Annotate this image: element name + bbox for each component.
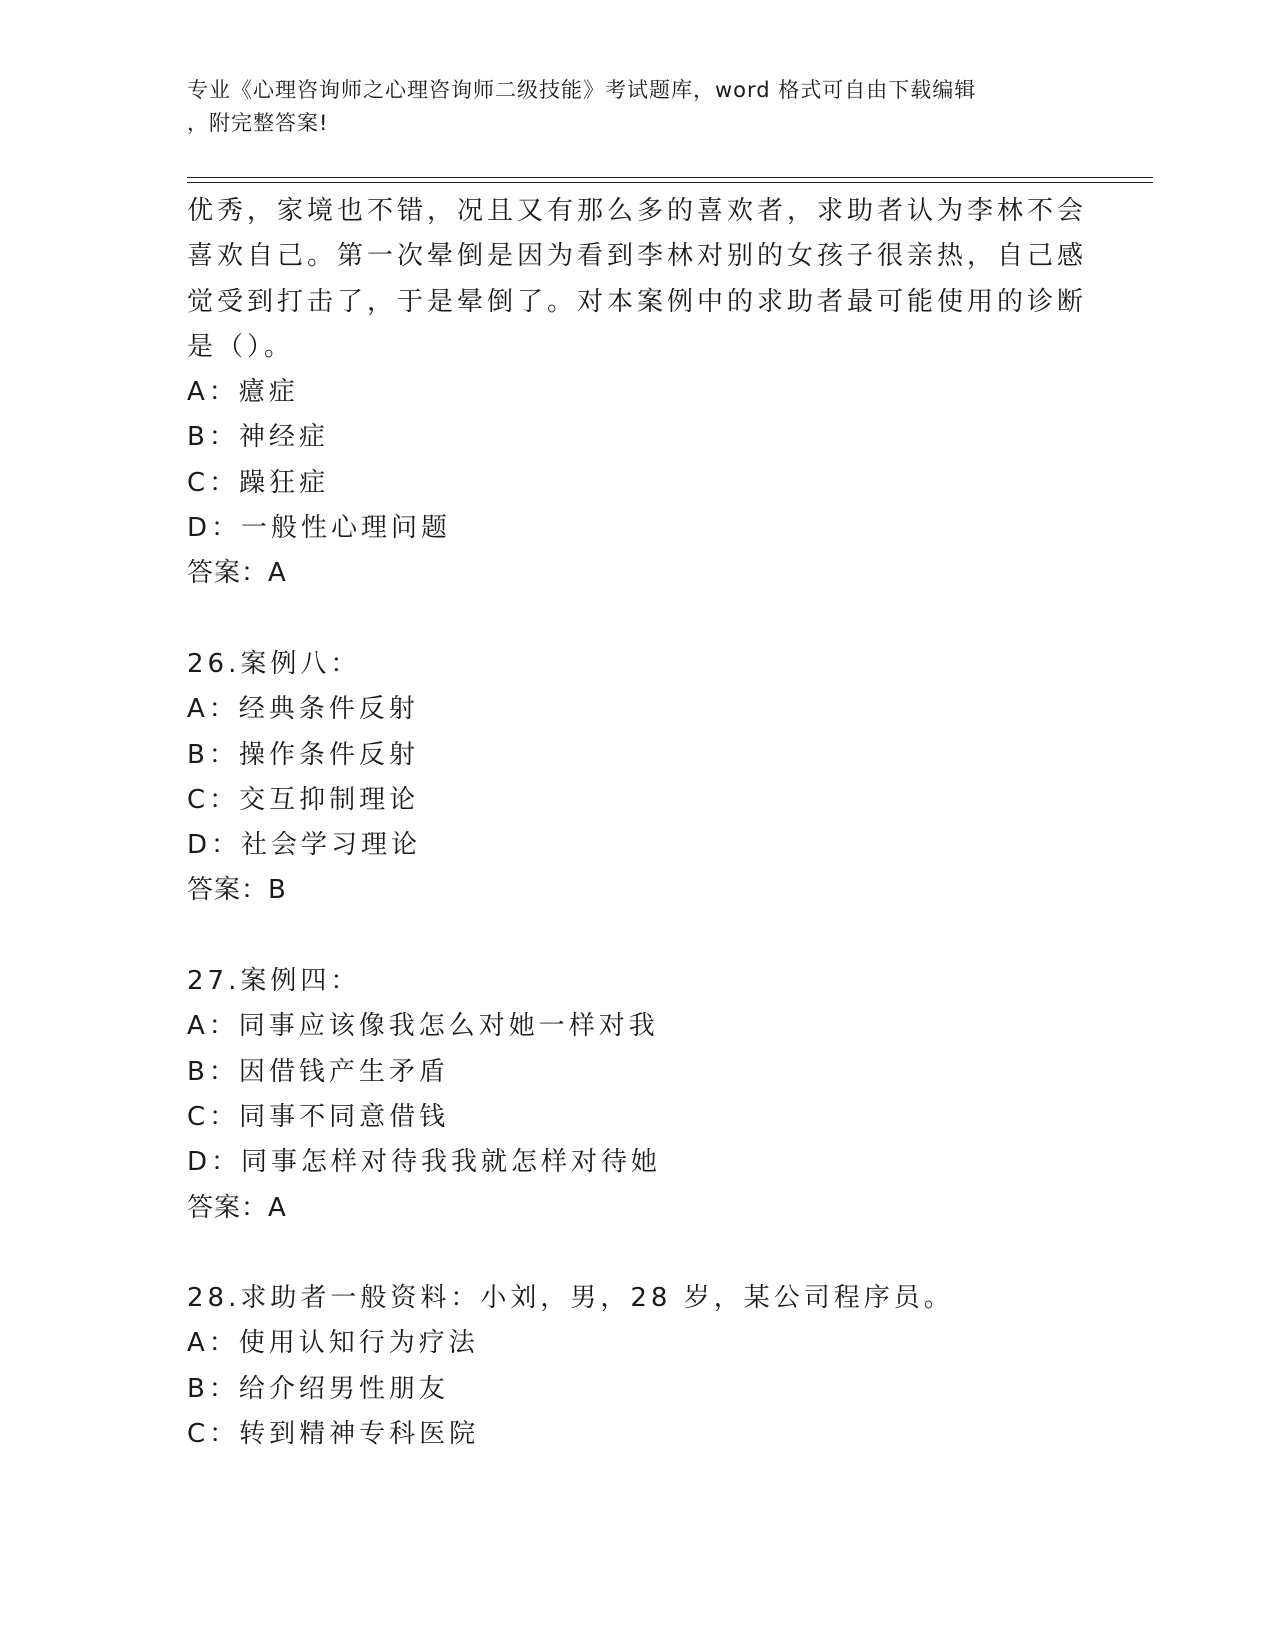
header-divider-bottom <box>187 182 1153 183</box>
answer-line: 答案：A <box>187 1192 287 1223</box>
option-text: 交互抑制理论 <box>239 784 420 815</box>
option-key: C： <box>187 467 240 498</box>
option-b <box>187 733 1087 778</box>
option-d <box>187 1140 1087 1185</box>
question-25 <box>187 189 1087 597</box>
header-title-continuation: ，附完整答案! <box>187 111 329 135</box>
option-a <box>187 687 1087 732</box>
option-d <box>187 823 1087 868</box>
spacer <box>187 597 1087 642</box>
option-text: 经典条件反射 <box>238 694 419 725</box>
question-stem-line: 是（）。 <box>187 331 295 362</box>
question-list <box>187 189 1087 1457</box>
question-stem-line: 觉受到打击了，于是晕倒了。对本案例中的求助者最可能使用的诊断 <box>187 286 1088 317</box>
option-text: 神经症 <box>238 422 329 453</box>
option-key: C： <box>187 1101 240 1132</box>
option-key: D： <box>187 830 242 861</box>
option-text: 转到精神专科医院 <box>239 1419 480 1450</box>
option-a <box>187 1004 1087 1049</box>
option-key: D： <box>187 513 242 544</box>
option-text: 躁狂症 <box>239 467 330 498</box>
spacer <box>187 1231 1087 1276</box>
question-28 <box>187 1276 1087 1457</box>
option-text: 因借钱产生矛盾 <box>238 1056 449 1087</box>
option-a <box>187 370 1087 415</box>
option-c <box>187 1095 1087 1140</box>
spacer <box>187 914 1087 959</box>
option-b <box>187 1367 1087 1412</box>
option-key: A： <box>187 1328 239 1359</box>
question-stem: 27.案例四： <box>187 966 361 997</box>
option-key: A： <box>187 694 239 725</box>
option-a <box>187 1321 1087 1366</box>
option-text: 使用认知行为疗法 <box>238 1328 479 1359</box>
option-key: B： <box>187 1056 239 1087</box>
option-text: 同事不同意借钱 <box>239 1101 450 1132</box>
option-key: A： <box>187 1011 239 1042</box>
option-key: C： <box>187 784 240 815</box>
question-stem: 26.案例八： <box>187 648 361 679</box>
option-b <box>187 1050 1087 1095</box>
answer-line: 答案：A <box>187 558 287 589</box>
option-d <box>187 506 1087 551</box>
option-text: 同事怎样对待我我就怎样对待她 <box>241 1147 662 1178</box>
option-key: B： <box>187 422 239 453</box>
question-26 <box>187 642 1087 914</box>
option-c <box>187 778 1087 823</box>
option-key: B： <box>187 1373 239 1404</box>
option-text: 社会学习理论 <box>241 830 422 861</box>
question-stem-line: 喜欢自己。第一次晕倒是因为看到李林对别的女孩子很亲热，自己感 <box>187 241 1088 272</box>
question-stem: 28.求助者一般资料：小刘，男，28 岁，某公司程序员。 <box>187 1283 954 1314</box>
document-header <box>187 74 1067 140</box>
question-27 <box>187 959 1087 1231</box>
option-text: 一般性心理问题 <box>241 513 452 544</box>
option-c <box>187 1412 1087 1457</box>
option-b <box>187 415 1087 460</box>
header-divider-top <box>187 177 1153 178</box>
question-stem-line: 优秀，家境也不错，况且又有那么多的喜欢者，求助者认为李林不会 <box>187 196 1088 226</box>
option-text: 给介绍男性朋友 <box>238 1373 449 1404</box>
option-key: D： <box>187 1147 242 1178</box>
option-key: A： <box>187 377 239 408</box>
option-key: B： <box>187 739 239 770</box>
option-key: C： <box>187 1419 240 1450</box>
option-text: 癔症 <box>238 377 299 408</box>
option-c <box>187 461 1087 506</box>
header-title-line: 专业《心理咨询师之心理咨询师二级技能》考试题库，word 格式可自由下载编辑 <box>187 78 977 102</box>
option-text: 操作条件反射 <box>238 739 419 770</box>
answer-line: 答案：B <box>187 875 287 906</box>
option-text: 同事应该像我怎么对她一样对我 <box>238 1011 659 1042</box>
